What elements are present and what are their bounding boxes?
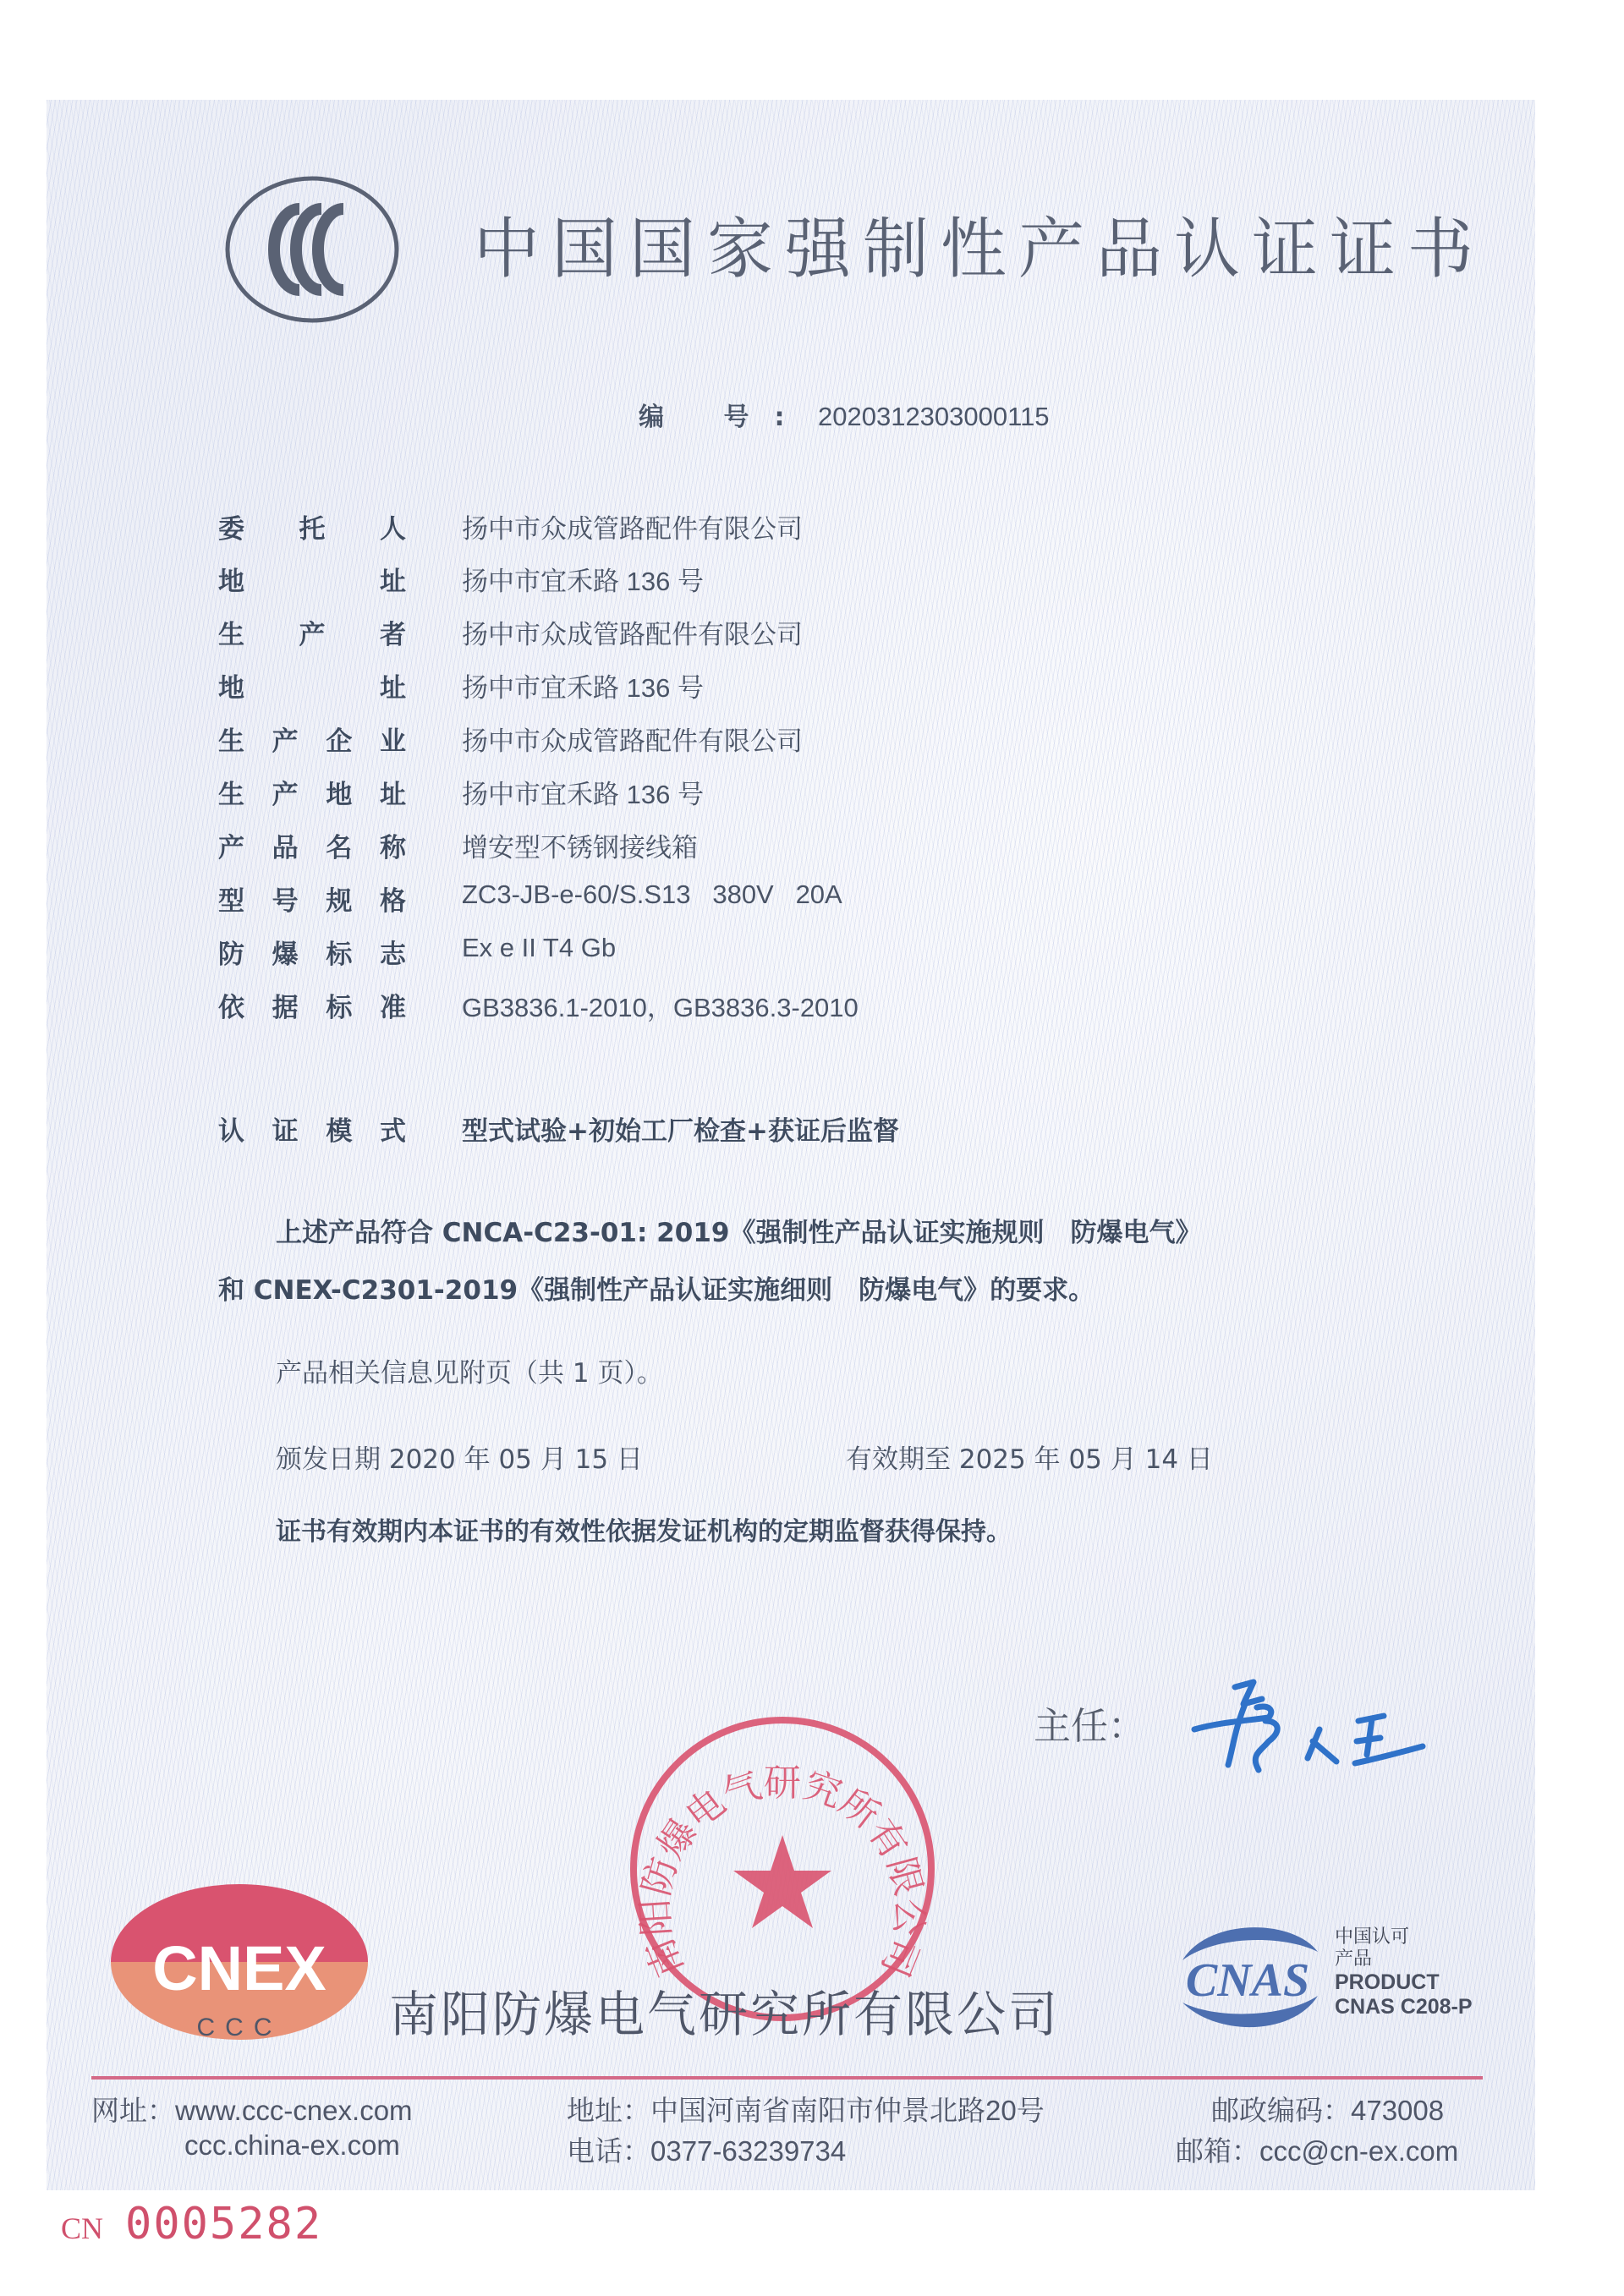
certificate-title: 中国国家强制性产品认证证书 [474, 211, 1486, 288]
row-value: 扬中市宜禾路 136 号 [462, 673, 704, 703]
footer-address: 地址：中国河南省南阳市仲景北路20号 [567, 2095, 1045, 2126]
footer-divider [91, 2076, 1483, 2080]
validity-note: 证书有效期内本证书的有效性依据发证机构的定期监督获得保持。 [276, 1517, 1012, 1547]
row-label: 产 品 名 称 [218, 833, 406, 863]
cnas-logo-icon [1166, 1918, 1330, 2036]
issuer-company-name: 南阳防爆电气研究所有限公司 [389, 1986, 1061, 2043]
mode-value: 型式试验+初始工厂检查+获证后监督 [462, 1116, 899, 1147]
row-label: 委 托 人 [218, 514, 406, 545]
svg-text:CNEX: CNEX [152, 1933, 326, 2003]
row-label: 地 址 [218, 567, 406, 597]
row-label: 防 爆 标 志 [218, 940, 406, 970]
svg-text:CCC: CCC [196, 2014, 283, 2041]
serial-number [61, 2199, 322, 2249]
row-label: 生 产 企 业 [218, 726, 406, 757]
certificate-number [639, 396, 1050, 433]
info-row-product-name [218, 826, 1149, 869]
serial-value: 0005282 [125, 2199, 323, 2249]
cnex-logo [108, 1869, 370, 2042]
info-row-client [218, 507, 1149, 550]
ccc-logo-icon [222, 173, 403, 326]
compliance-statement-line1: 上述产品符合 CNCA-C23-01: 2019《强制性产品认证实施规则 防爆电气》 [276, 1218, 1202, 1248]
row-value: 扬中市宜禾路 136 号 [462, 780, 704, 809]
issue-date: 颁发日期 2020 年 05 月 15 日 [276, 1444, 643, 1475]
footer-website-alt: ccc.china-ex.com [184, 2129, 400, 2161]
row-value: 扬中市众成管路配件有限公司 [462, 726, 803, 756]
row-value: 扬中市众成管路配件有限公司 [462, 620, 803, 649]
info-row-factory-address [218, 773, 1149, 815]
serial-prefix: CN [61, 2211, 104, 2245]
info-row-standards [218, 986, 1149, 1028]
cnas-accreditation-text: 中国认可 产品 PRODUCT CNAS C208-P [1335, 1926, 1473, 2019]
director-label: 主任： [1034, 1705, 1145, 1748]
row-value: 增安型不锈钢接线箱 [462, 833, 698, 863]
row-value: Ex e II T4 Gb [462, 933, 617, 962]
cnex-logo-icon [108, 1869, 370, 2042]
footer-postcode: 邮政编码：473008 [1211, 2095, 1445, 2126]
row-label: 生 产 地 址 [218, 780, 406, 810]
row-label: 依 据 标 准 [218, 993, 406, 1023]
certificate-number-value: 2020312303000115 [818, 402, 1050, 431]
certificate-number-label: 编 号: [639, 403, 810, 432]
row-value: GB3836.1-2010，GB3836.3-2010 [462, 993, 859, 1022]
info-row-factory [218, 720, 1149, 762]
signature-icon [1184, 1670, 1438, 1780]
row-value: 扬中市宜禾路 136 号 [462, 567, 704, 596]
expiry-date: 有效期至 2025 年 05 月 14 日 [846, 1444, 1213, 1475]
footer-phone: 电话：0377-63239734 [567, 2135, 847, 2167]
row-label: 型 号 规 格 [218, 886, 406, 917]
row-label: 生 产 者 [218, 620, 406, 650]
row-label: 地 址 [218, 673, 406, 704]
footer-website: 网址：www.ccc-cnex.com [91, 2095, 413, 2126]
annex-note: 产品相关信息见附页（共 1 页）。 [276, 1358, 663, 1389]
compliance-statement-line2: 和 CNEX-C2301-2019《强制性产品认证实施细则 防爆电气》的要求。 [218, 1275, 1095, 1306]
row-value: ZC3-JB-e-60/S.S13 380V 20A [462, 879, 842, 909]
info-row-manufacturer-address [218, 666, 1149, 709]
svg-text:南阳防爆电气研究所有限公司: 南阳防爆电气研究所有限公司 [633, 1762, 932, 1983]
info-row-ex-marking [218, 933, 1149, 975]
info-row-model [218, 879, 1149, 922]
footer-email: 邮箱：ccc@cn-ex.com [1176, 2135, 1459, 2167]
svg-text:CNAS: CNAS [1185, 1954, 1310, 2007]
info-row-manufacturer [218, 613, 1149, 655]
info-row-client-address [218, 560, 1149, 602]
row-value: 扬中市众成管路配件有限公司 [462, 514, 803, 544]
mode-label: 认 证 模 式 [218, 1116, 406, 1147]
